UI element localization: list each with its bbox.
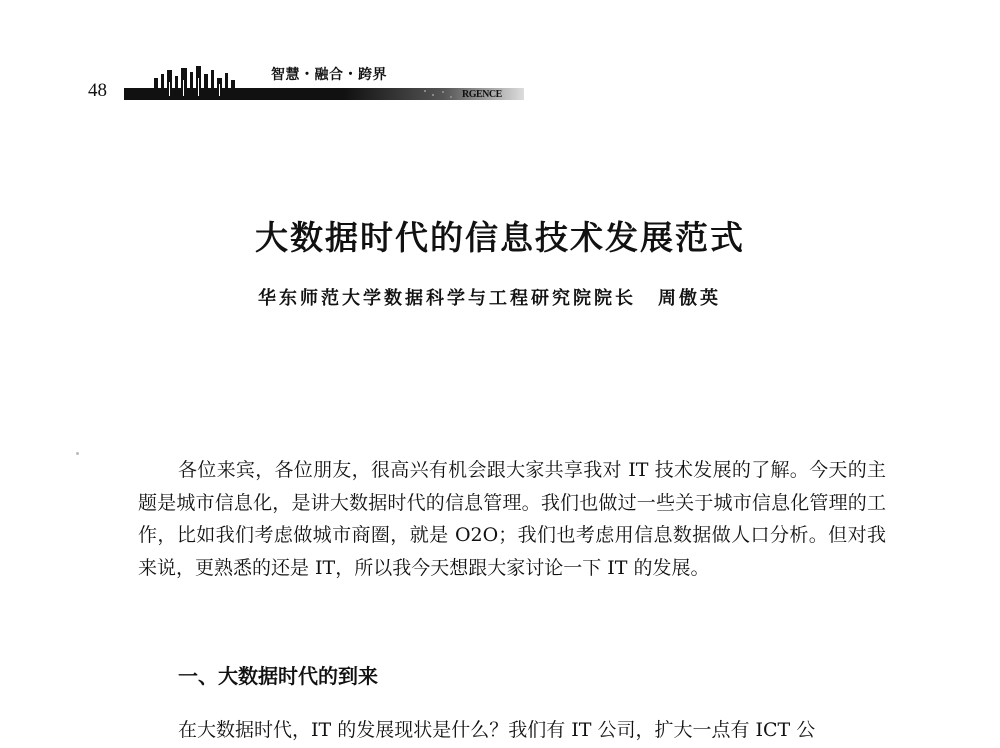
byline xyxy=(258,284,721,310)
banner-tagline: 智慧・融合・跨界 xyxy=(271,67,387,83)
header-banner xyxy=(124,60,529,106)
section-paragraph: 在大数据时代，IT 的发展现状是什么？我们有 IT 公司，扩大一点有 ICT 公 xyxy=(178,719,816,741)
banner-word: RGENCE xyxy=(462,89,502,100)
author-name: 周傲英 xyxy=(658,288,721,309)
intro-paragraph: 各位来宾，各位朋友，很高兴有机会跟大家共享我对 IT 技术发展的了解。今天的主题是城市信息化，是讲大数据时代的信息管理。我们也做过一些关于城市信息化管理的工作，比如我们考虑做城市商圈，就是 O2O；我们也考虑用信息数据做人口分析。但对我来说，更熟悉的还是 IT，所以我今天想跟大家讨论一下 IT 的发展。 xyxy=(138,459,886,579)
section-heading: 一、大数据时代的到来 xyxy=(178,664,378,688)
article-title: 大数据时代的信息技术发展范式 xyxy=(255,218,745,257)
scan-speck xyxy=(76,452,79,455)
page-number: 48 xyxy=(88,80,107,101)
author-affiliation: 华东师范大学数据科学与工程研究院院长 xyxy=(258,288,636,309)
